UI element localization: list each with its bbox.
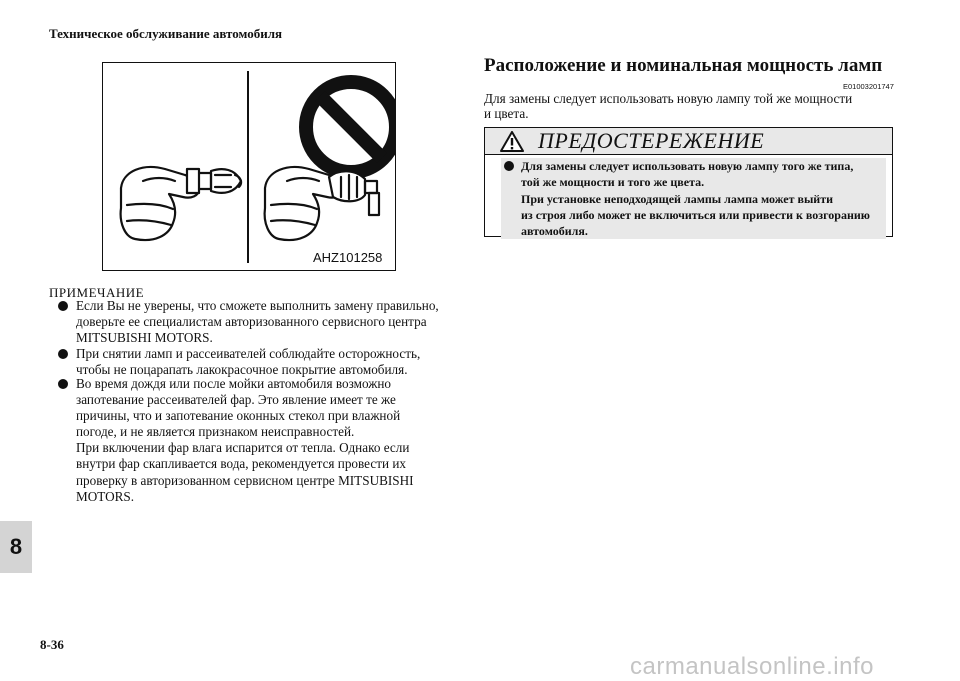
bullet-icon: [504, 161, 514, 171]
bullet-icon: [58, 379, 68, 389]
note-item-text: При снятии ламп и рассеивателей соблюдайте осторожность, чтобы не поцарапать лакокрасочное покрытие автомобиля.: [76, 346, 421, 378]
bullet-icon: [58, 301, 68, 311]
section-code: E01003201747: [843, 82, 894, 91]
note-item: [58, 376, 463, 505]
chapter-tab: 8: [0, 521, 32, 573]
section-title: Расположение и номинальная мощность ламп: [484, 55, 883, 76]
note-heading: ПРИМЕЧАНИЕ: [49, 285, 145, 300]
prohibited-touch-icon: [265, 82, 395, 240]
bulb-illustration: [102, 62, 396, 271]
note-item-text: Если Вы не уверены, что сможете выполнить замену правильно, доверьте ее специалистам авторизованного сервисного центра MITSUBISHI MOTORS.: [76, 298, 439, 346]
page-number: 8-36: [40, 637, 64, 652]
note-item: [58, 298, 463, 346]
figure-code: AHZ101258: [313, 250, 383, 265]
bulb-in-hand-icon: [121, 167, 241, 240]
note-item: [58, 346, 463, 378]
warning-triangle-icon: [500, 131, 524, 152]
bullet-icon: [58, 349, 68, 359]
warning-title: ПРЕДОСТЕРЕЖЕНИЕ: [538, 128, 765, 153]
warning-text: Для замены следует использовать новую лампу того же типа, той же мощности и того же цвета. При установке неподходящей лампы лампа может выйти из строя либо может не включиться или привести к возгоранию автомобиля.: [521, 159, 870, 239]
warning-header: [485, 128, 892, 155]
warning-body: [501, 158, 886, 239]
section-intro: Для замены следует использовать новую лампу той же мощности и цвета.: [484, 91, 853, 121]
running-head: Техническое обслуживание автомобиля: [49, 26, 283, 41]
note-item-text: Во время дождя или после мойки автомобиля возможно запотевание рассеивателей фар. Это явление имеет те же причины, что и запотевание оконных стекол при влажной погоде, и не является признаком неисправностей. При включении фар влага испарится от тепла. Однако если внутри фар скапливается вода, рекомендуется провести их проверку в авторизованном сервисном центре MITSUBISHI MOTORS.: [76, 376, 414, 504]
warning-box: [484, 127, 893, 237]
watermark: carmanualsonline.info: [630, 653, 874, 680]
